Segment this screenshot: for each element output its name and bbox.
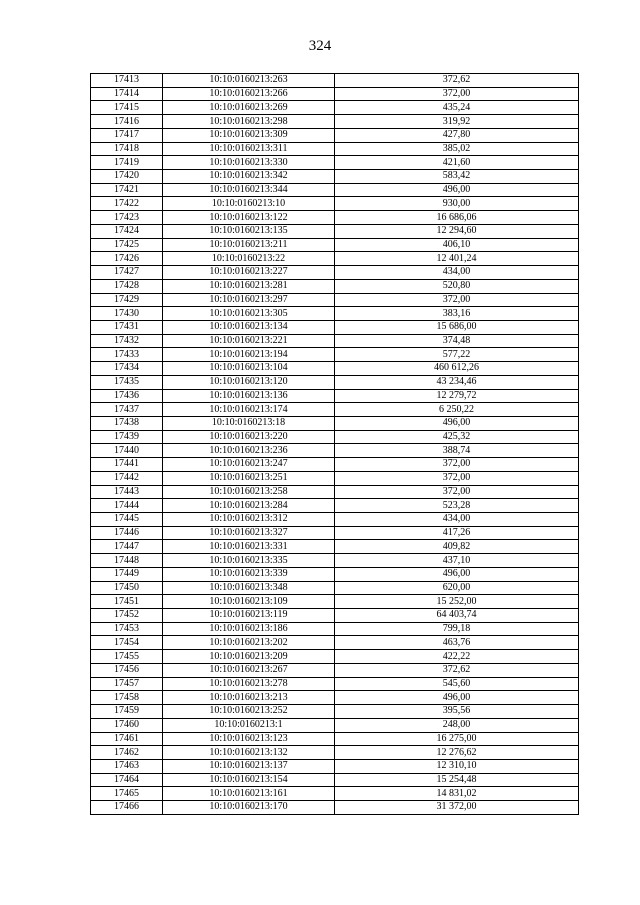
- value-cell: 372,00: [335, 485, 579, 499]
- cadastral-number-cell: 10:10:0160213:298: [163, 115, 335, 129]
- table-row: [91, 622, 579, 636]
- cadastral-number-cell: 10:10:0160213:174: [163, 403, 335, 417]
- value-cell: 12 276,62: [335, 746, 579, 760]
- cadastral-number-cell: 10:10:0160213:311: [163, 142, 335, 156]
- row-number-cell: 17447: [91, 540, 163, 554]
- value-cell: 319,92: [335, 115, 579, 129]
- value-cell: 545,60: [335, 677, 579, 691]
- table-row: [91, 513, 579, 527]
- row-number-cell: 17464: [91, 773, 163, 787]
- cadastral-number-cell: 10:10:0160213:263: [163, 74, 335, 88]
- cadastral-number-cell: 10:10:0160213:213: [163, 691, 335, 705]
- row-number-cell: 17455: [91, 650, 163, 664]
- table-row: [91, 156, 579, 170]
- table-row: [91, 252, 579, 266]
- row-number-cell: 17428: [91, 279, 163, 293]
- value-cell: 15 254,48: [335, 773, 579, 787]
- cadastral-number-cell: 10:10:0160213:297: [163, 293, 335, 307]
- value-cell: 6 250,22: [335, 403, 579, 417]
- table-row: [91, 595, 579, 609]
- cadastral-number-cell: 10:10:0160213:284: [163, 499, 335, 513]
- table-row: [91, 567, 579, 581]
- value-cell: 12 310,10: [335, 759, 579, 773]
- cadastral-number-cell: 10:10:0160213:236: [163, 444, 335, 458]
- table-row: [91, 801, 579, 815]
- table-row: [91, 101, 579, 115]
- row-number-cell: 17437: [91, 403, 163, 417]
- table-row: [91, 444, 579, 458]
- row-number-cell: 17431: [91, 320, 163, 334]
- value-cell: 422,22: [335, 650, 579, 664]
- table-row: [91, 115, 579, 129]
- cadastral-number-cell: 10:10:0160213:247: [163, 458, 335, 472]
- row-number-cell: 17416: [91, 115, 163, 129]
- row-number-cell: 17422: [91, 197, 163, 211]
- row-number-cell: 17424: [91, 224, 163, 238]
- table-row: [91, 279, 579, 293]
- cadastral-number-cell: 10:10:0160213:327: [163, 526, 335, 540]
- cadastral-number-cell: 10:10:0160213:134: [163, 320, 335, 334]
- value-cell: 620,00: [335, 581, 579, 595]
- value-cell: 15 686,00: [335, 320, 579, 334]
- cadastral-number-cell: 10:10:0160213:331: [163, 540, 335, 554]
- value-cell: 248,00: [335, 718, 579, 732]
- row-number-cell: 17442: [91, 471, 163, 485]
- cadastral-number-cell: 10:10:0160213:161: [163, 787, 335, 801]
- row-number-cell: 17439: [91, 430, 163, 444]
- value-cell: 64 403,74: [335, 609, 579, 623]
- value-cell: 496,00: [335, 567, 579, 581]
- value-cell: 12 401,24: [335, 252, 579, 266]
- table-row: [91, 183, 579, 197]
- value-cell: 372,00: [335, 471, 579, 485]
- table-row: [91, 663, 579, 677]
- row-number-cell: 17427: [91, 266, 163, 280]
- row-number-cell: 17426: [91, 252, 163, 266]
- cadastral-number-cell: 10:10:0160213:252: [163, 705, 335, 719]
- table-row: [91, 458, 579, 472]
- row-number-cell: 17444: [91, 499, 163, 513]
- table-body: [91, 74, 579, 815]
- table-row: [91, 74, 579, 88]
- table-row: [91, 746, 579, 760]
- table-row: [91, 691, 579, 705]
- value-cell: 930,00: [335, 197, 579, 211]
- cadastral-number-cell: 10:10:0160213:1: [163, 718, 335, 732]
- row-number-cell: 17443: [91, 485, 163, 499]
- value-cell: 463,76: [335, 636, 579, 650]
- page-number: 324: [308, 38, 332, 54]
- row-number-cell: 17441: [91, 458, 163, 472]
- cadastral-table: [90, 73, 579, 815]
- cadastral-number-cell: 10:10:0160213:305: [163, 307, 335, 321]
- cadastral-number-cell: 10:10:0160213:22: [163, 252, 335, 266]
- row-number-cell: 17451: [91, 595, 163, 609]
- value-cell: 16 686,06: [335, 211, 579, 225]
- row-number-cell: 17465: [91, 787, 163, 801]
- value-cell: 388,74: [335, 444, 579, 458]
- table-row: [91, 389, 579, 403]
- cadastral-number-cell: 10:10:0160213:211: [163, 238, 335, 252]
- value-cell: 496,00: [335, 691, 579, 705]
- value-cell: 799,18: [335, 622, 579, 636]
- table-row: [91, 224, 579, 238]
- table-row: [91, 499, 579, 513]
- row-number-cell: 17462: [91, 746, 163, 760]
- cadastral-number-cell: 10:10:0160213:136: [163, 389, 335, 403]
- cadastral-number-cell: 10:10:0160213:266: [163, 87, 335, 101]
- cadastral-number-cell: 10:10:0160213:122: [163, 211, 335, 225]
- row-number-cell: 17436: [91, 389, 163, 403]
- table-row: [91, 581, 579, 595]
- value-cell: 434,00: [335, 266, 579, 280]
- cadastral-number-cell: 10:10:0160213:104: [163, 362, 335, 376]
- table-row: [91, 87, 579, 101]
- cadastral-number-cell: 10:10:0160213:335: [163, 554, 335, 568]
- value-cell: 427,80: [335, 128, 579, 142]
- row-number-cell: 17454: [91, 636, 163, 650]
- value-cell: 372,62: [335, 74, 579, 88]
- table-row: [91, 636, 579, 650]
- table-row: [91, 293, 579, 307]
- value-cell: 425,32: [335, 430, 579, 444]
- table-row: [91, 787, 579, 801]
- value-cell: 372,00: [335, 458, 579, 472]
- value-cell: 16 275,00: [335, 732, 579, 746]
- cadastral-number-cell: 10:10:0160213:10: [163, 197, 335, 211]
- value-cell: 577,22: [335, 348, 579, 362]
- row-number-cell: 17466: [91, 801, 163, 815]
- row-number-cell: 17418: [91, 142, 163, 156]
- cadastral-number-cell: 10:10:0160213:132: [163, 746, 335, 760]
- value-cell: 583,42: [335, 170, 579, 184]
- value-cell: 43 234,46: [335, 375, 579, 389]
- cadastral-number-cell: 10:10:0160213:209: [163, 650, 335, 664]
- row-number-cell: 17429: [91, 293, 163, 307]
- table-row: [91, 403, 579, 417]
- value-cell: 523,28: [335, 499, 579, 513]
- table-row: [91, 142, 579, 156]
- row-number-cell: 17421: [91, 183, 163, 197]
- cadastral-number-cell: 10:10:0160213:154: [163, 773, 335, 787]
- value-cell: 434,00: [335, 513, 579, 527]
- table-row: [91, 773, 579, 787]
- row-number-cell: 17453: [91, 622, 163, 636]
- table-row: [91, 238, 579, 252]
- row-number-cell: 17434: [91, 362, 163, 376]
- value-cell: 372,62: [335, 663, 579, 677]
- value-cell: 31 372,00: [335, 801, 579, 815]
- table-row: [91, 677, 579, 691]
- value-cell: 385,02: [335, 142, 579, 156]
- value-cell: 395,56: [335, 705, 579, 719]
- cadastral-number-cell: 10:10:0160213:221: [163, 334, 335, 348]
- table-row: [91, 650, 579, 664]
- cadastral-number-cell: 10:10:0160213:194: [163, 348, 335, 362]
- table-row: [91, 362, 579, 376]
- table-row: [91, 348, 579, 362]
- table-row: [91, 540, 579, 554]
- table-row: [91, 320, 579, 334]
- value-cell: 12 294,60: [335, 224, 579, 238]
- value-cell: 496,00: [335, 183, 579, 197]
- cadastral-number-cell: 10:10:0160213:281: [163, 279, 335, 293]
- row-number-cell: 17459: [91, 705, 163, 719]
- value-cell: 437,10: [335, 554, 579, 568]
- table-row: [91, 266, 579, 280]
- row-number-cell: 17461: [91, 732, 163, 746]
- table-row: [91, 705, 579, 719]
- cadastral-number-cell: 10:10:0160213:170: [163, 801, 335, 815]
- row-number-cell: 17417: [91, 128, 163, 142]
- table-row: [91, 609, 579, 623]
- row-number-cell: 17414: [91, 87, 163, 101]
- table-row: [91, 128, 579, 142]
- table-row: [91, 718, 579, 732]
- cadastral-number-cell: 10:10:0160213:309: [163, 128, 335, 142]
- row-number-cell: 17463: [91, 759, 163, 773]
- table-row: [91, 554, 579, 568]
- cadastral-number-cell: 10:10:0160213:137: [163, 759, 335, 773]
- table-row: [91, 430, 579, 444]
- value-cell: 520,80: [335, 279, 579, 293]
- cadastral-number-cell: 10:10:0160213:120: [163, 375, 335, 389]
- cadastral-number-cell: 10:10:0160213:330: [163, 156, 335, 170]
- cadastral-number-cell: 10:10:0160213:348: [163, 581, 335, 595]
- cadastral-number-cell: 10:10:0160213:227: [163, 266, 335, 280]
- row-number-cell: 17458: [91, 691, 163, 705]
- value-cell: 460 612,26: [335, 362, 579, 376]
- row-number-cell: 17450: [91, 581, 163, 595]
- row-number-cell: 17419: [91, 156, 163, 170]
- value-cell: 12 279,72: [335, 389, 579, 403]
- table-row: [91, 416, 579, 430]
- cadastral-number-cell: 10:10:0160213:123: [163, 732, 335, 746]
- table-row: [91, 759, 579, 773]
- value-cell: 14 831,02: [335, 787, 579, 801]
- table-row: [91, 197, 579, 211]
- row-number-cell: 17425: [91, 238, 163, 252]
- row-number-cell: 17449: [91, 567, 163, 581]
- row-number-cell: 17445: [91, 513, 163, 527]
- cadastral-number-cell: 10:10:0160213:119: [163, 609, 335, 623]
- row-number-cell: 17440: [91, 444, 163, 458]
- value-cell: 374,48: [335, 334, 579, 348]
- row-number-cell: 17460: [91, 718, 163, 732]
- cadastral-number-cell: 10:10:0160213:269: [163, 101, 335, 115]
- cadastral-number-cell: 10:10:0160213:186: [163, 622, 335, 636]
- cadastral-number-cell: 10:10:0160213:135: [163, 224, 335, 238]
- row-number-cell: 17430: [91, 307, 163, 321]
- table-row: [91, 211, 579, 225]
- row-number-cell: 17433: [91, 348, 163, 362]
- row-number-cell: 17457: [91, 677, 163, 691]
- row-number-cell: 17435: [91, 375, 163, 389]
- table-row: [91, 526, 579, 540]
- value-cell: 435,24: [335, 101, 579, 115]
- cadastral-number-cell: 10:10:0160213:344: [163, 183, 335, 197]
- value-cell: 383,16: [335, 307, 579, 321]
- cadastral-number-cell: 10:10:0160213:18: [163, 416, 335, 430]
- table-row: [91, 307, 579, 321]
- value-cell: 15 252,00: [335, 595, 579, 609]
- table-row: [91, 485, 579, 499]
- value-cell: 406,10: [335, 238, 579, 252]
- value-cell: 421,60: [335, 156, 579, 170]
- value-cell: 372,00: [335, 293, 579, 307]
- value-cell: 372,00: [335, 87, 579, 101]
- cadastral-number-cell: 10:10:0160213:258: [163, 485, 335, 499]
- cadastral-number-cell: 10:10:0160213:109: [163, 595, 335, 609]
- cadastral-number-cell: 10:10:0160213:342: [163, 170, 335, 184]
- table-row: [91, 375, 579, 389]
- row-number-cell: 17452: [91, 609, 163, 623]
- table-row: [91, 334, 579, 348]
- row-number-cell: 17448: [91, 554, 163, 568]
- row-number-cell: 17415: [91, 101, 163, 115]
- row-number-cell: 17420: [91, 170, 163, 184]
- row-number-cell: 17438: [91, 416, 163, 430]
- table-row: [91, 732, 579, 746]
- row-number-cell: 17456: [91, 663, 163, 677]
- cadastral-number-cell: 10:10:0160213:202: [163, 636, 335, 650]
- row-number-cell: 17413: [91, 74, 163, 88]
- row-number-cell: 17432: [91, 334, 163, 348]
- row-number-cell: 17446: [91, 526, 163, 540]
- cadastral-number-cell: 10:10:0160213:339: [163, 567, 335, 581]
- table-row: [91, 471, 579, 485]
- cadastral-number-cell: 10:10:0160213:312: [163, 513, 335, 527]
- value-cell: 496,00: [335, 416, 579, 430]
- table-row: [91, 170, 579, 184]
- cadastral-number-cell: 10:10:0160213:251: [163, 471, 335, 485]
- cadastral-number-cell: 10:10:0160213:278: [163, 677, 335, 691]
- cadastral-number-cell: 10:10:0160213:267: [163, 663, 335, 677]
- cadastral-number-cell: 10:10:0160213:220: [163, 430, 335, 444]
- value-cell: 417,26: [335, 526, 579, 540]
- row-number-cell: 17423: [91, 211, 163, 225]
- value-cell: 409,82: [335, 540, 579, 554]
